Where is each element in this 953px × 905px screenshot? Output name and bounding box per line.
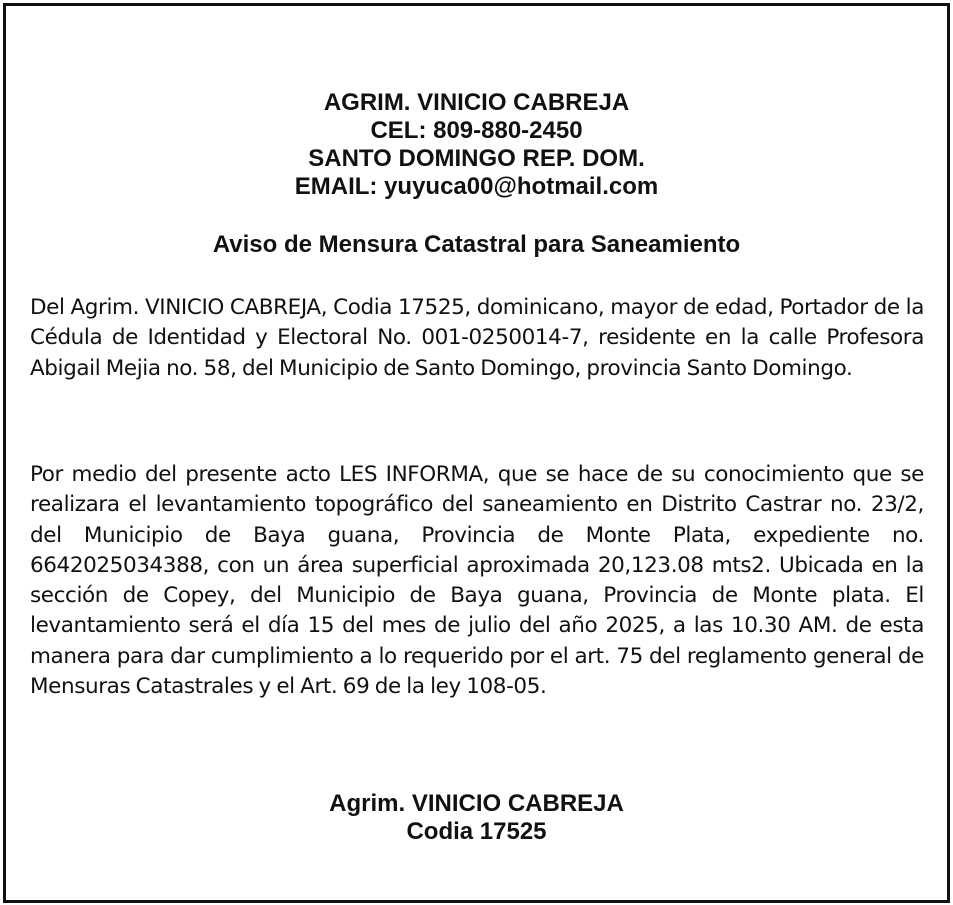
signature-codia: Codia 17525: [406, 818, 547, 845]
signature-name: Agrim. VINICIO CABREJA: [329, 790, 624, 817]
surveyor-name: AGRIM. VINICIO CABREJA: [323, 89, 630, 116]
signature-block: [6, 790, 947, 846]
paragraph-identity: Del Agrim. VINICIO CABREJA, Codia 17525, dominicano, mayor de edad, Portador de la Cédula de Identidad y Electoral No. 001-0250014-7, residente en la calle Profesora Abigail Mejia no. 58, del Municipio de Santo Domingo, provincia Santo Domingo.: [30, 295, 924, 381]
email-address: EMAIL: yuyuca00@hotmail.com: [294, 173, 659, 200]
phone-number: CEL: 809-880-2450: [370, 117, 583, 144]
notice-title: Aviso de Mensura Catastral para Saneamiento: [212, 231, 741, 258]
contact-header: [6, 89, 947, 201]
paragraph-notice: Por medio del presente acto LES INFORMA, que se hace de su conocimiento que se realizara el levantamiento topográfico del saneamiento en Distrito Castrar no. 23/2, del Municipio de Baya guana, Provincia de Monte Plata, expediente no. 6642025034388, con un área superficial aproximada 20,123.08 mts2. Ubicada en la sección de Copey, del Municipio de Baya guana, Provincia de Monte plata. El levantamiento será el día 15 del mes de julio del año 2025, a las 10.30 AM. de esta manera para dar cumplimiento a lo requerido por el art. 75 del reglamento general de Mensuras Catastrales y el Art. 69 de la ley 108-05.: [30, 462, 924, 700]
location: SANTO DOMINGO REP. DOM.: [308, 145, 645, 172]
notice-frame: [3, 3, 950, 903]
